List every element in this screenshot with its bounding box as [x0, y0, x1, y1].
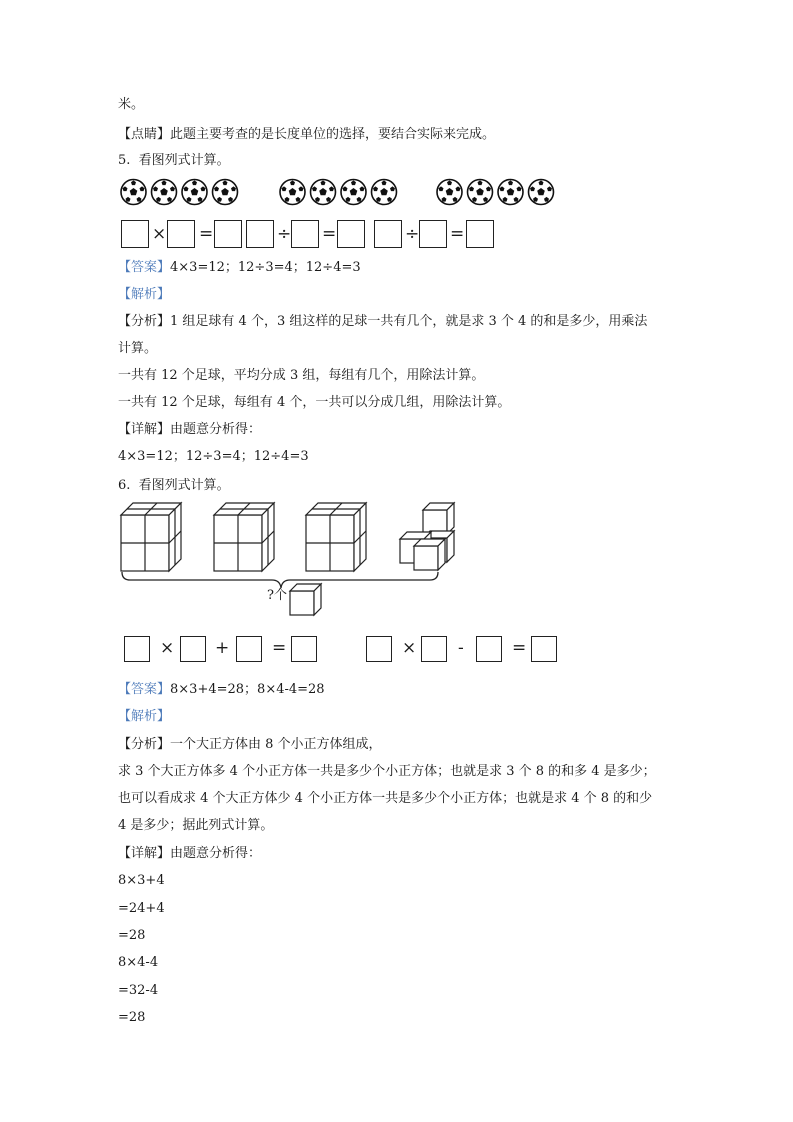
answer-text: 8×3+4=28；8×4-4=28	[170, 682, 325, 697]
soccer-ball-icon	[280, 180, 305, 205]
answer-tag: 【答案】	[118, 260, 171, 275]
times-sign: ×	[152, 224, 167, 244]
q6-detail	[118, 845, 261, 863]
equals-sign: =	[512, 638, 527, 658]
q4-note	[118, 126, 495, 144]
answer-box[interactable]	[419, 220, 447, 248]
minus-sign: -	[458, 638, 464, 658]
fenxi-text: 1 组足球有 4 个，3 组这样的足球一共有几个，就是求 3 个 4 的和是多少，用乘法	[170, 314, 648, 329]
calc-step: =28	[118, 928, 146, 943]
answer-tag: 【答案】	[118, 682, 171, 697]
answer-box[interactable]	[236, 636, 262, 662]
q5-title: 看图列式计算。	[138, 153, 230, 168]
equals-sign: =	[272, 638, 287, 658]
soccer-ball-icon	[182, 180, 207, 205]
answer-box[interactable]	[291, 220, 319, 248]
fenxi-tag: 【分析】	[118, 314, 171, 329]
divide-sign: ÷	[277, 224, 292, 244]
q5-detail	[118, 421, 261, 439]
q5-number: 5.	[118, 153, 131, 168]
q5-analysis-tag: 【解析】	[118, 287, 171, 302]
answer-box[interactable]	[291, 636, 317, 662]
q5-fenxi-4: 一共有 12 个足球，每组有 4 个，一共可以分成几组，用除法计算。	[118, 395, 511, 410]
equals-sign: =	[199, 224, 214, 244]
soccer-ball-icon	[529, 180, 554, 205]
soccer-ball-icon	[213, 180, 238, 205]
q5-heading	[118, 152, 230, 170]
detail-tag: 【详解】	[118, 422, 171, 437]
answer-box[interactable]	[214, 220, 242, 248]
calc-step: =28	[118, 1010, 146, 1025]
q6-fenxi-4: 4 是多少；据此列式计算。	[118, 818, 274, 833]
detail-text: 由题意分析得：	[170, 422, 262, 437]
soccer-ball-icon	[152, 180, 177, 205]
fenxi-tag: 【分析】	[118, 737, 171, 752]
answer-box[interactable]	[531, 636, 557, 662]
calc-step: 8×4-4	[118, 955, 159, 970]
answer-box[interactable]	[374, 220, 402, 248]
soccer-ball-icon	[372, 180, 397, 205]
answer-box[interactable]	[180, 636, 206, 662]
q6-fenxi-1	[118, 736, 382, 754]
answer-box[interactable]	[167, 220, 195, 248]
cubes-figure	[0, 500, 793, 620]
q5-fenxi-1	[118, 313, 647, 331]
answer-box[interactable]	[124, 636, 150, 662]
q5-detail-result: 4×3=12；12÷3=4；12÷4=3	[118, 449, 309, 464]
soccer-ball-icon	[311, 180, 336, 205]
soccer-ball-icon	[468, 180, 493, 205]
question-count-label: ?个	[267, 588, 287, 603]
q6-number: 6.	[118, 478, 131, 493]
calc-step: =32-4	[118, 983, 159, 998]
answer-box[interactable]	[421, 636, 447, 662]
q5-fenxi-2: 计算。	[118, 341, 158, 356]
big-cube	[214, 503, 274, 571]
soccer-ball-icon	[341, 180, 366, 205]
detail-tag: 【详解】	[118, 846, 171, 861]
small-cube	[290, 584, 321, 615]
q6-fenxi-2: 求 3 个大正方体多 4 个小正方体一共是多少个小正方体；也就是求 3 个 8 的和多 4 是多少；	[118, 764, 656, 779]
small-cube	[423, 503, 454, 534]
answer-box[interactable]	[466, 220, 494, 248]
soccer-ball-icon	[121, 180, 146, 205]
calc-step: =24+4	[118, 901, 165, 916]
soccer-ball-icon	[498, 180, 523, 205]
q5-answer	[118, 259, 361, 277]
equals-sign: =	[450, 224, 465, 244]
q6-heading	[118, 477, 230, 495]
note-text: 此题主要考查的是长度单位的选择，要结合实际来完成。	[170, 127, 496, 142]
q6-fenxi-3: 也可以看成求 4 个大正方体少 4 个小正方体一共是多少个小正方体；也就是求 4 个 8 的和少	[118, 791, 653, 806]
continued-text: 米。	[118, 97, 145, 112]
q6-analysis-tag: 【解析】	[118, 709, 171, 724]
answer-text: 4×3=12；12÷3=4；12÷4=3	[170, 260, 361, 275]
fenxi-text: 一个大正方体由 8 个小正方体组成，	[170, 737, 382, 752]
detail-text: 由题意分析得：	[170, 846, 262, 861]
soccer-ball-icon	[437, 180, 462, 205]
soccer-balls-figure	[0, 177, 793, 207]
answer-box[interactable]	[366, 636, 392, 662]
answer-box[interactable]	[121, 220, 149, 248]
answer-box[interactable]	[337, 220, 365, 248]
big-cube	[121, 503, 181, 571]
times-sign: ×	[160, 638, 175, 658]
q6-answer	[118, 681, 325, 699]
q6-title: 看图列式计算。	[138, 478, 230, 493]
small-cube	[414, 539, 445, 570]
plus-sign: +	[215, 638, 230, 658]
answer-box[interactable]	[476, 636, 502, 662]
answer-box[interactable]	[246, 220, 274, 248]
q5-fenxi-3: 一共有 12 个足球，平均分成 3 组，每组有几个，用除法计算。	[118, 368, 485, 383]
equals-sign: =	[322, 224, 337, 244]
calc-step: 8×3+4	[118, 873, 165, 888]
divide-sign: ÷	[405, 224, 420, 244]
times-sign: ×	[402, 638, 417, 658]
note-tag: 【点睛】	[118, 127, 171, 142]
big-cube	[306, 503, 366, 571]
